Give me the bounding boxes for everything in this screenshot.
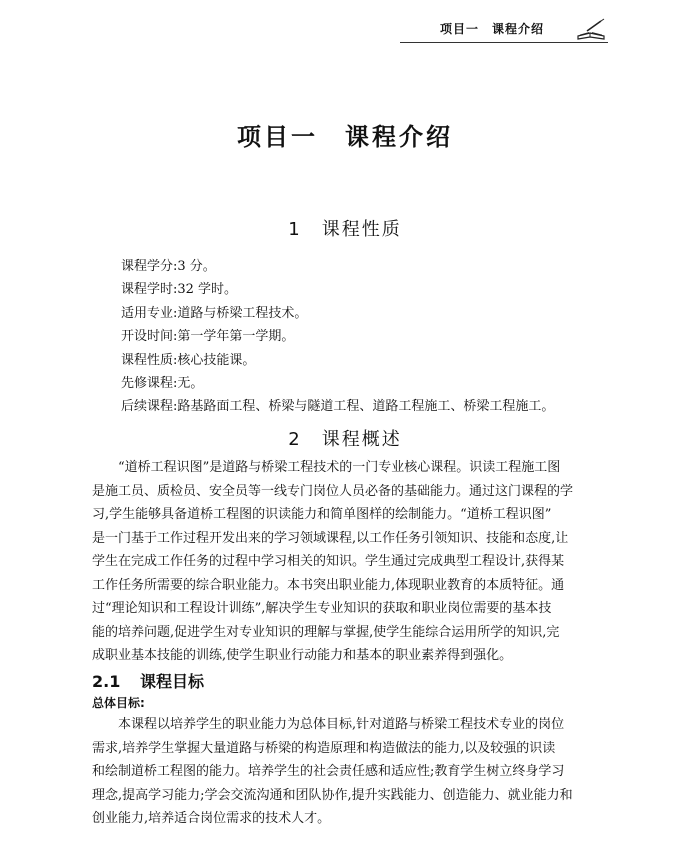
section-heading-1 (0, 215, 690, 241)
paragraph-line: 需求,培养学生掌握大量道路与桥梁的构造原理和构造做法的能力,以及较强的识读 (92, 740, 556, 756)
paragraph-line: 本课程以培养学生的职业能力为总体目标,针对道路与桥梁工程技术专业的岗位 (118, 717, 565, 732)
info-line: 课程性质:核心技能课。 (121, 352, 256, 368)
paragraph-line: 过“理论知识和工程设计训练”,解决学生专业知识的获取和职业岗位需要的基本技 (92, 601, 552, 616)
info-line: 课程学时:32 学时。 (121, 282, 238, 298)
section-number: 1 (288, 219, 302, 240)
section-title-text: 课程性质 (321, 219, 402, 240)
info-line: 课程学分:3 分。 (121, 259, 216, 274)
paragraph-line: 学生在完成工作任务的过程中学习相关的知识。学生通过完成典型工程设计,获得某 (92, 554, 565, 569)
subsection-number: 2.1 (92, 672, 121, 691)
section-heading-2 (0, 425, 690, 451)
paragraph-line: 习,学生能够具备道桥工程图的识读能力和简单图样的绘制能力。“道桥工程识图” (92, 507, 552, 522)
paragraph-line: 创业能力,培养适合岗位需求的技术人才。 (92, 811, 331, 826)
course-info-list (121, 255, 641, 419)
paragraph-line: 和绘制道桥工程图的能力。培养学生的社会责任感和适应性;教育学生树立终身学习 (92, 764, 565, 779)
subsection-heading (92, 669, 204, 692)
header-rule (400, 42, 608, 43)
paragraph-line: 理念,提高学习能力;学会交流沟通和团队协作,提升实践能力、创造能力、就业能力和 (92, 787, 573, 803)
paragraph-line: 成职业基本技能的训练,使学生职业行动能力和基本的职业素养得到强化。 (92, 648, 513, 663)
paragraph-line: 能的培养问题,促进学生对专业知识的理解与掌握,使学生能综合运用所学的知识,完 (92, 624, 560, 640)
paragraph-line: “道桥工程识图”是道路与桥梁工程技术的一门专业核心课程。识读工程施工图 (118, 460, 561, 475)
info-line: 后续课程:路基路面工程、桥梁与隧道工程、道路工程施工、桥梁工程施工。 (121, 399, 555, 415)
paragraph-line: 是一门基于工作过程开发出来的学习领域课程,以工作任务引领知识、技能和态度,让 (92, 530, 569, 546)
paragraph-line: 是施工员、质检员、安全员等一线专门岗位人员必备的基础能力。通过这门课程的学 (92, 483, 574, 499)
info-line: 先修课程:无。 (121, 375, 204, 391)
overview-paragraph (92, 456, 612, 668)
book-icon (576, 18, 606, 42)
section-number: 2 (288, 429, 302, 450)
running-head-title: 项目一 课程介绍 (440, 22, 545, 36)
paragraph-line: 工作任务所需要的综合职业能力。本书突出职业能力,体现职业教育的本质特征。通 (92, 577, 565, 593)
section-title-text: 课程概述 (321, 429, 402, 450)
running-header (400, 18, 608, 44)
subsection-title-text: 课程目标 (140, 672, 205, 691)
chapter-title: 项目一 课程介绍 (237, 123, 453, 151)
goal-label: 总体目标: (92, 696, 145, 710)
info-line: 适用专业:道路与桥梁工程技术。 (121, 305, 308, 321)
info-line: 开设时间:第一学年第一学期。 (121, 329, 295, 345)
goal-paragraph (92, 713, 612, 831)
